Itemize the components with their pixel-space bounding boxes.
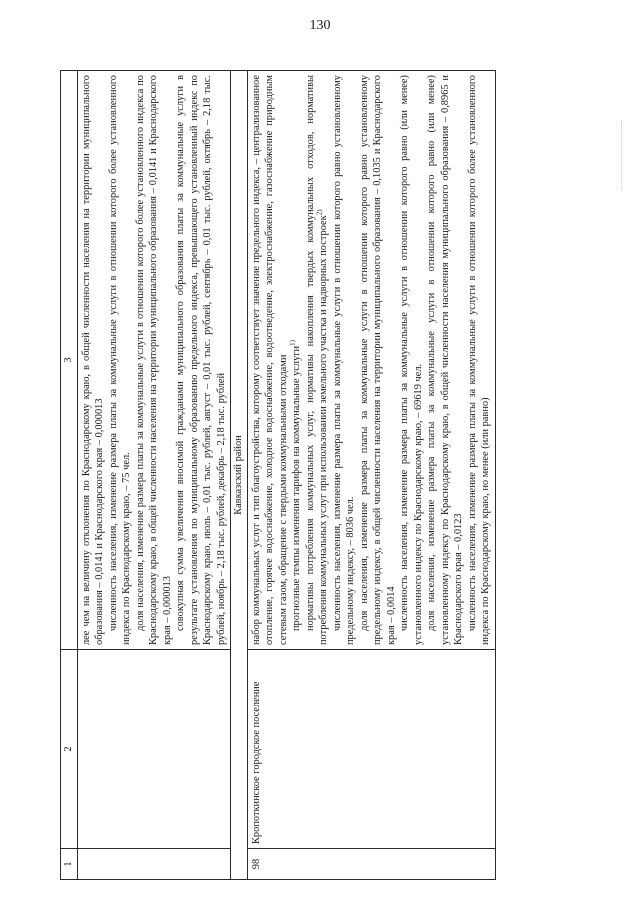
region-row: [231, 71, 248, 880]
row-details-cell: [247, 71, 495, 650]
continuation-row: [77, 71, 231, 880]
detail-paragraph: численность населения, изменение размера платы за коммунальные услуги в отношении которого равно установленному предельному индексу, – 8036 чел.: [331, 75, 357, 645]
continuation-name-cell: [77, 650, 231, 849]
scan-artifact: [621, 120, 626, 190]
footnote-marker: 2): [315, 209, 324, 216]
detail-text: прогнозные темпы изменения тарифов на коммунальные услуги: [291, 345, 303, 631]
footnote-marker: 1): [288, 340, 297, 346]
column-header-2: 2: [61, 650, 78, 849]
continuation-paragraph: доля населения, изменение размера платы за коммунальные услуги в отношении которого более установленного индекса по Краснодарскому краю, в общей численности населения на территории муниципального образования – 0,0141 и Краснодарского края – 0,000013: [134, 75, 173, 645]
detail-paragraph: доля населения, изменение размера платы за коммунальные услуги в отношении которого равно установленному предельному индексу, в общей численности населения на территории муниципального образования – 0,1035 и Краснодарского края – 0,0014: [358, 75, 397, 645]
detail-text: нормативы потребления коммунальных услуг, нормативы накопления твердых коммунальных отходов, нормативы потребления коммунальных услуг при использовании земельного участка и надворных построек: [304, 75, 330, 645]
continuation-text-cell: [77, 71, 231, 650]
continuation-paragraph: совокупная сумма увеличения вносимой гражданами муниципального образования платы за коммунальные услуги в результате установления по муниципальному образованию предельного индекса, превышающего установленный индекс по Краснодарскому краю, июль – 0,01 тыс. рублей, август – 0,01 тыс. рублей, сентябрь – 0,01 тыс. рублей, октябрь – 2,18 тыс. рублей, ноябрь – 2,18 тыс. рублей, декабрь – 2,18 тыс. рублей: [175, 75, 227, 645]
detail-paragraph: набор коммунальных услуг и тип благоустройства, которому соответствует значение предельного индекса, – централизованное отопление, горячее водоснабжение, холодное водоснабжение, водоотведение, электроснабжение, газоснабжение природным сетевым газом, обращение с твердыми коммунальными отходами: [250, 75, 289, 645]
rotated-table-page: [60, 70, 588, 880]
column-header-1: 1: [61, 849, 78, 880]
detail-paragraph: [290, 75, 304, 645]
detail-paragraph: доля населения, изменение размера платы за коммунальные услуги в отношении которого равно (или менее) установленному индексу по Краснодарскому краю, в общей численности населения муниципального образования – 0,8965 и Краснодарского края – 0,0123: [426, 75, 465, 645]
data-table: [60, 70, 496, 880]
row-number: 98: [247, 849, 495, 880]
detail-paragraph: численность населения, изменение размера платы за коммунальные услуги в отношении которого равно (или менее) установленного индексу по Краснодарскому краю, – 69619 чел.: [399, 75, 424, 645]
column-header-row: [61, 71, 78, 880]
continuation-paragraph: лее чем на величину отклонения по Краснодарскому краю, в общей численности населения на территории муниципального образования – 0,0141 и Краснодарского края – 0,000013: [80, 75, 106, 645]
continuation-number-cell: [77, 849, 231, 880]
continuation-paragraph: численность населения, изменение размера платы за коммунальные услуги в отношении которого более установленного индекса по Краснодарскому краю, – 75 чел.: [107, 75, 133, 645]
page-number: 130: [309, 18, 331, 33]
region-heading: Кавказский район: [231, 71, 248, 880]
detail-paragraph: численность населения, изменение размера платы за коммунальные услуги в отношении которого более установленного индекса по Краснодарскому краю, но менее (или равно): [466, 75, 492, 645]
table-row: [247, 71, 495, 880]
detail-paragraph: [304, 75, 331, 645]
settlement-name: Кропоткинское городское поселение: [247, 650, 495, 849]
column-header-3: 3: [61, 71, 78, 650]
